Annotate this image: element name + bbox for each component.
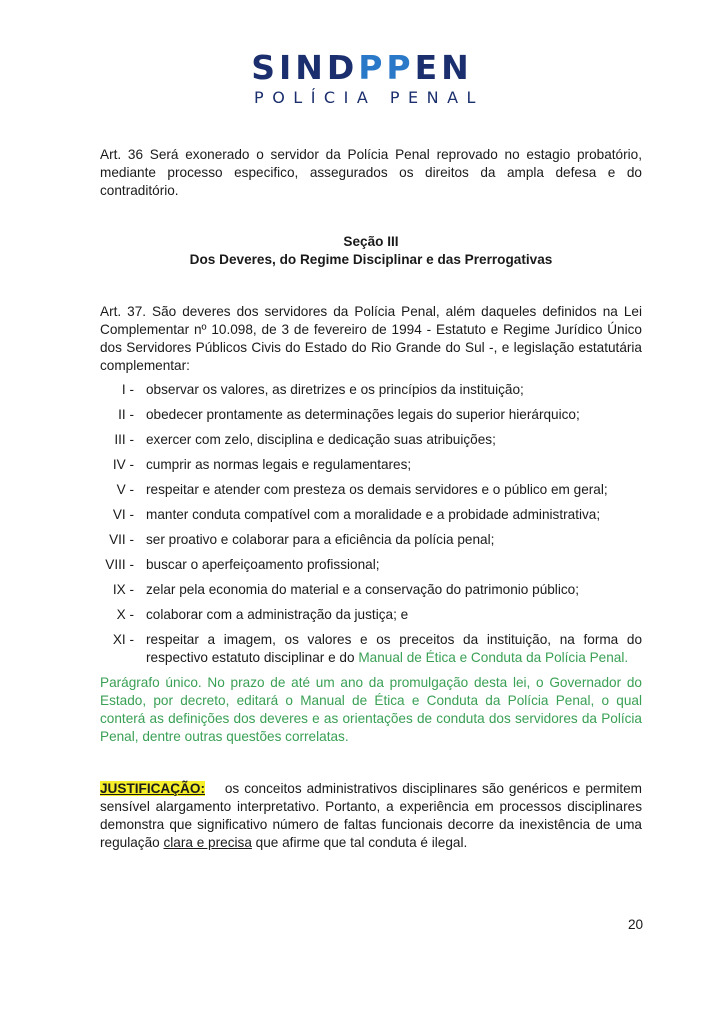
item-text: colaborar com a administração da justiça; e <box>146 607 409 622</box>
list-item <box>100 481 642 499</box>
art36-paragraph: Art. 36 Será exonerado o servidor da Polícia Penal reprovado no estagio probatório, mediante processo especifico, assegurados os direitos da ampla defesa e do contraditório. <box>100 147 642 198</box>
item-text: respeitar e atender com presteza os demais servidores e o público em geral; <box>146 482 608 497</box>
item-text <box>146 631 642 667</box>
item-number: IV - <box>112 457 134 472</box>
duties-list <box>100 381 642 667</box>
item-text: ser proativo e colaborar para a eficiência da polícia penal; <box>146 532 495 547</box>
item-number: I - <box>121 382 134 397</box>
underlined-phrase: clara e precisa <box>163 835 252 850</box>
item-text: exercer com zelo, disciplina e dedicação suas atribuições; <box>146 432 496 447</box>
list-item <box>100 506 642 524</box>
item-number: VIII - <box>105 557 134 572</box>
section-heading <box>100 233 642 269</box>
justificacao-paragraph <box>100 780 646 852</box>
item-number: II - <box>118 407 134 422</box>
item-number: V - <box>116 482 134 497</box>
item-number: X - <box>116 607 134 622</box>
manual-etica-reference: Manual de Ética e Conduta da Polícia Penal. <box>358 650 629 665</box>
list-item <box>100 431 642 449</box>
list-item <box>100 581 642 599</box>
logo-wordmark: SINDPPEN <box>251 48 473 87</box>
page-number: 20 <box>628 917 644 932</box>
item-text: obedecer prontamente as determinações legais do superior hierárquico; <box>146 407 580 422</box>
list-item <box>100 531 642 549</box>
item-text: cumprir as normas legais e regulamentares; <box>146 457 412 472</box>
sindppen-logo <box>0 48 724 107</box>
item-number: VII - <box>109 532 134 547</box>
list-item-xi <box>100 631 642 667</box>
justificacao-label: JUSTIFICAÇÃO: <box>100 781 205 796</box>
justificacao-text-end: que afirme que tal conduta é ilegal. <box>251 835 468 850</box>
item-text: zelar pela economia do material e a conservação do patrimonio público; <box>146 582 579 597</box>
paragrafo-unico: Parágrafo único. No prazo de até um ano da promulgação desta lei, o Governador do Estado, por decreto, editará o Manual de Ética e Conduta da Polícia Penal, o qual conterá as definições dos deveres e as orientações de conduta dos servidores da Polícia Penal, dentre outras questões correlatas. <box>100 675 642 744</box>
section-title: Seção III <box>343 234 399 249</box>
item-number: XI - <box>112 632 134 647</box>
list-item <box>100 381 642 399</box>
section-subtitle: Dos Deveres, do Regime Disciplinar e das Prerrogativas <box>189 252 553 267</box>
item-number: IX - <box>112 582 134 597</box>
list-item <box>100 406 642 424</box>
logo-subtitle: POLÍCIA PENAL <box>254 88 484 107</box>
item-number: VI - <box>112 507 134 522</box>
list-item <box>100 606 642 624</box>
item-text: manter conduta compatível com a moralidade e a probidade administrativa; <box>146 507 601 522</box>
justificacao-text: os conceitos administrativos disciplinares são genéricos e permitem sensível alargamento interpretativo. Portanto, a experiência em processos disciplinares demonstra que significativo número de faltas funcionais decorre da inexistência de uma regulação <box>100 781 646 850</box>
item-text: buscar o aperfeiçoamento profissional; <box>146 557 380 572</box>
list-item <box>100 456 642 474</box>
document-body <box>100 146 646 852</box>
art37-paragraph: Art. 37. São deveres dos servidores da Polícia Penal, além daqueles definidos na Lei Complementar nº 10.098, de 3 de fevereiro de 1994 - Estatuto e Regime Jurídico Único dos Servidores Públicos Civis do Estado do Rio Grande do Sul -, e legislação estatutária complementar: <box>100 304 642 373</box>
list-item <box>100 556 642 574</box>
item-text: observar os valores, as diretrizes e os princípios da instituição; <box>146 382 524 397</box>
item-number: III - <box>114 432 134 447</box>
item-xi-text: respeitar a imagem, os valores e os preceitos da instituição, na forma do respectivo estatuto disciplinar e do <box>146 632 642 665</box>
